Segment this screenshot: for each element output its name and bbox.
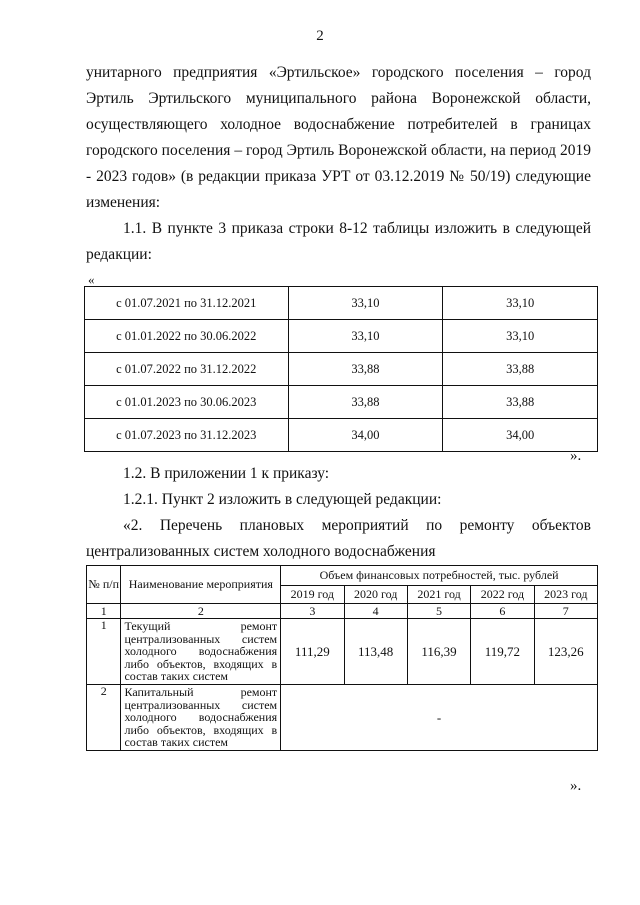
column-number-row (87, 604, 598, 619)
column-header-number: № п/п (87, 566, 121, 604)
row-number: 2 (87, 684, 121, 750)
tariff-table (84, 286, 598, 452)
column-number: 2 (121, 604, 281, 619)
period-cell: с 01.01.2022 по 30.06.2022 (85, 320, 289, 353)
column-header-name: Наименование мероприятия (121, 566, 281, 604)
table-row (85, 287, 598, 320)
table-header-row (87, 566, 598, 586)
item-2-heading-line-2: централизованных систем холодного водоснабжения (86, 543, 436, 560)
table-row (85, 320, 598, 353)
column-number: 3 (281, 604, 344, 619)
open-quote: « (88, 272, 95, 287)
item-1-1-line-2: редакции: (86, 246, 152, 263)
value-cell: 116,39 (407, 619, 470, 685)
value-cell: 33,10 (288, 287, 443, 320)
intro-line-2: Эртиль Эртильского муниципального района Воронежской области, (86, 90, 591, 107)
intro-line-5: - 2023 годов» (в редакции приказа УРТ от 03.12.2019 № 50/19) следующие (86, 168, 591, 185)
period-cell: с 01.01.2023 по 30.06.2023 (85, 386, 289, 419)
value-cell: 33,88 (288, 386, 443, 419)
period-cell: с 01.07.2023 по 31.12.2023 (85, 419, 289, 452)
table-row (85, 419, 598, 452)
value-cell: 113,48 (344, 619, 407, 685)
value-cell: 33,88 (443, 386, 598, 419)
year-header: 2020 год (344, 586, 407, 604)
year-header: 2019 год (281, 586, 344, 604)
value-cell: 34,00 (443, 419, 598, 452)
year-header: 2021 год (407, 586, 470, 604)
value-cell: 34,00 (288, 419, 443, 452)
value-cell: 33,10 (288, 320, 443, 353)
column-number: 4 (344, 604, 407, 619)
column-number: 5 (407, 604, 470, 619)
activity-name: Текущий ремонт централизованных систем холодного водоснабжения либо объектов, входящих в состав таких систем (121, 619, 281, 685)
value-cell: 33,10 (443, 287, 598, 320)
value-cell: 119,72 (471, 619, 534, 685)
page-number: 2 (316, 28, 324, 44)
item-2-heading-line-1: «2. Перечень плановых мероприятий по ремонту объектов (123, 517, 591, 534)
intro-line-4: городского поселения – город Эртиль Воронежской области, на период 2019 (86, 142, 591, 159)
close-quote-1: ». (570, 448, 582, 464)
column-number: 7 (534, 604, 597, 619)
column-number: 6 (471, 604, 534, 619)
value-cell: 123,26 (534, 619, 597, 685)
intro-line-6: изменения: (86, 194, 161, 211)
value-cell: 33,88 (288, 353, 443, 386)
repair-plan-table (86, 565, 598, 751)
merged-value-cell: - (281, 684, 598, 750)
value-cell: 33,10 (443, 320, 598, 353)
close-quote-2: ». (570, 778, 582, 794)
intro-line-1: унитарного предприятия «Эртильское» городского поселения – город (86, 64, 591, 81)
value-cell: 111,29 (281, 619, 344, 685)
column-number: 1 (87, 604, 121, 619)
table-row (85, 353, 598, 386)
year-header: 2023 год (534, 586, 597, 604)
period-cell: с 01.07.2022 по 31.12.2022 (85, 353, 289, 386)
item-1-1-line-1: 1.1. В пункте 3 приказа строки 8-12 таблицы изложить в следующей (123, 220, 591, 237)
item-1-2: 1.2. В приложении 1 к приказу: (123, 465, 330, 482)
column-header-volume: Объем финансовых потребностей, тыс. рублей (281, 566, 598, 586)
table-row (87, 684, 598, 750)
intro-line-3: осуществляющего холодное водоснабжение потребителей в границах (86, 116, 591, 133)
table-row (87, 619, 598, 685)
row-number: 1 (87, 619, 121, 685)
table-row (85, 386, 598, 419)
period-cell: с 01.07.2021 по 31.12.2021 (85, 287, 289, 320)
year-header: 2022 год (471, 586, 534, 604)
value-cell: 33,88 (443, 353, 598, 386)
item-1-2-1: 1.2.1. Пункт 2 изложить в следующей редакции: (123, 491, 442, 508)
activity-name: Капитальный ремонт централизованных систем холодного водоснабжения либо объектов, входящих в состав таких систем (121, 684, 281, 750)
